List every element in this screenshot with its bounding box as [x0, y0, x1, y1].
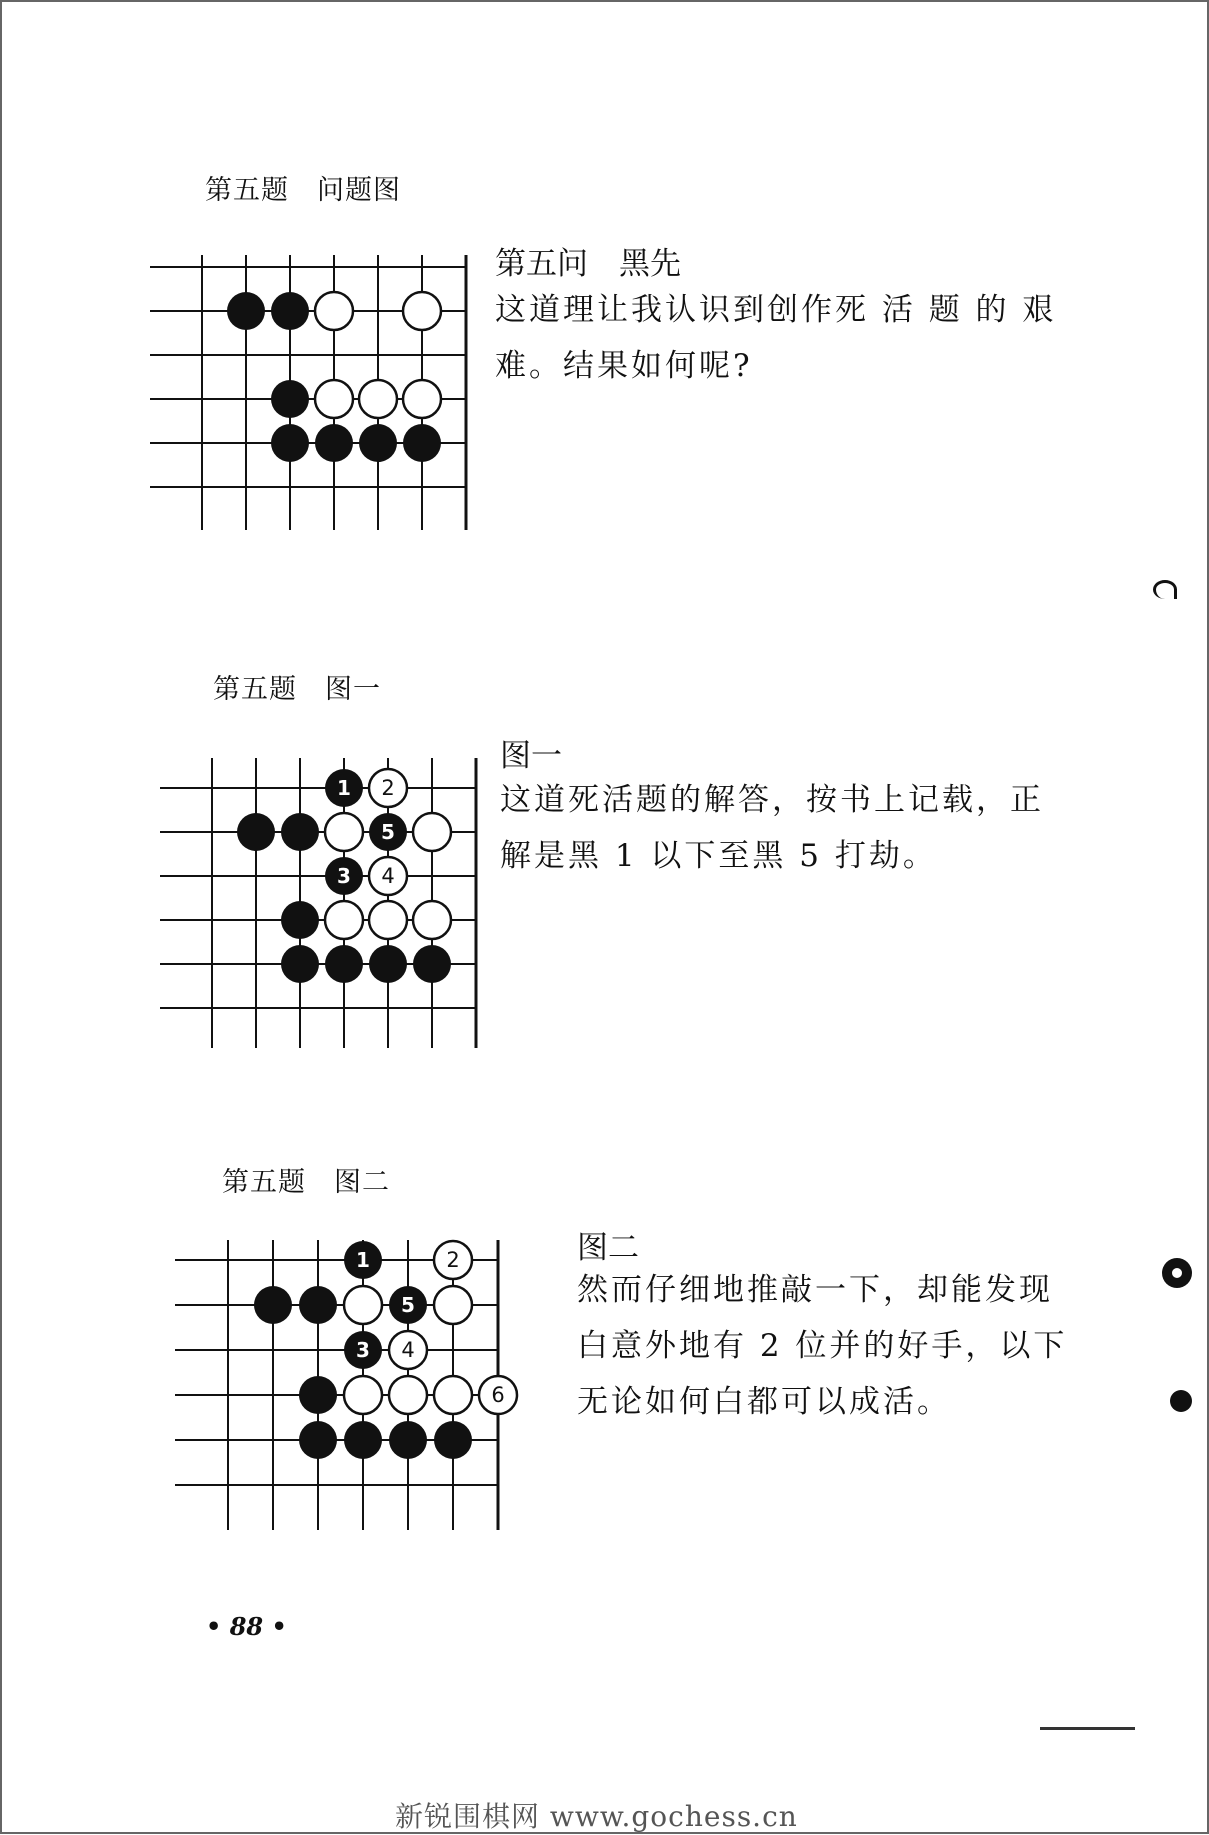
figure2-text	[577, 1262, 1067, 1430]
problem-caption: 第五题 问题图	[205, 175, 401, 206]
move-number: 1	[337, 776, 351, 800]
figure1-text-line-1: 这道死活题的解答，按书上记载，正	[500, 782, 1044, 818]
black-stone	[344, 1421, 382, 1459]
figure1-heading: 图一	[500, 738, 562, 774]
black-stone	[271, 380, 309, 418]
white-stone	[413, 813, 451, 851]
figure1-caption: 第五题 图一	[213, 674, 381, 705]
go-board-problem	[150, 255, 480, 545]
margin-rule	[1040, 1727, 1135, 1730]
figure2-text-line-3: 无论如何白都可以成活。	[577, 1384, 951, 1420]
move-number: 3	[337, 864, 351, 888]
scan-mark-dot	[1170, 1390, 1192, 1412]
watermark-footer: 新锐围棋网 www.gochess.cn	[395, 1800, 798, 1833]
black-stone	[325, 769, 363, 807]
problem-text	[495, 282, 1056, 394]
white-stone	[344, 1286, 382, 1324]
white-stone	[434, 1241, 472, 1279]
white-stone	[369, 857, 407, 895]
scan-mark-hook	[1153, 580, 1177, 599]
black-stone	[281, 945, 319, 983]
move-number: 2	[446, 1248, 460, 1272]
black-stone	[299, 1421, 337, 1459]
move-number: 5	[401, 1293, 415, 1317]
figure1-text-line-2: 解是黑 1 以下至黑 5 打劫。	[500, 838, 937, 874]
black-stone	[403, 424, 441, 462]
white-stone	[434, 1286, 472, 1324]
black-stone	[344, 1241, 382, 1279]
black-stone	[227, 292, 265, 330]
white-stone	[359, 380, 397, 418]
white-stone	[315, 380, 353, 418]
black-stone	[344, 1331, 382, 1369]
black-stone	[237, 813, 275, 851]
move-number: 1	[356, 1248, 370, 1272]
white-stone	[389, 1331, 427, 1369]
black-stone	[325, 945, 363, 983]
black-stone	[325, 857, 363, 895]
go-board-figure1	[160, 758, 490, 1058]
black-stone	[271, 424, 309, 462]
black-stone	[271, 292, 309, 330]
page-number: • 88 •	[206, 1612, 287, 1641]
white-stone	[344, 1376, 382, 1414]
black-stone	[434, 1421, 472, 1459]
problem-text-line-1: 这道理让我认识到创作死 活 题 的 艰	[495, 292, 1057, 328]
white-stone	[389, 1376, 427, 1414]
white-stone	[369, 769, 407, 807]
figure2-text-line-1: 然而仔细地推敲一下，却能发现	[577, 1272, 1053, 1308]
go-board-figure2	[175, 1240, 535, 1540]
black-stone	[369, 945, 407, 983]
move-number: 4	[381, 864, 395, 888]
black-stone	[299, 1286, 337, 1324]
black-stone	[315, 424, 353, 462]
white-stone	[325, 813, 363, 851]
black-stone	[281, 901, 319, 939]
white-stone	[413, 901, 451, 939]
black-stone	[281, 813, 319, 851]
black-stone	[299, 1376, 337, 1414]
move-number: 5	[381, 820, 395, 844]
white-stone	[403, 380, 441, 418]
figure2-caption: 第五题 图二	[222, 1167, 390, 1198]
problem-heading: 第五问 黑先	[495, 246, 681, 282]
problem-text-line-2: 难。结果如何呢?	[495, 348, 753, 384]
white-stone	[479, 1376, 517, 1414]
black-stone	[413, 945, 451, 983]
figure2-text-line-2: 白意外地有 2 位并的好手，以下	[577, 1328, 1068, 1364]
black-stone	[359, 424, 397, 462]
white-stone	[325, 901, 363, 939]
figure1-text	[500, 772, 1044, 884]
figure2-heading: 图二	[577, 1230, 639, 1266]
black-stone	[389, 1421, 427, 1459]
black-stone	[254, 1286, 292, 1324]
move-number: 6	[491, 1383, 505, 1407]
move-number: 3	[356, 1338, 370, 1362]
white-stone	[403, 292, 441, 330]
white-stone	[369, 901, 407, 939]
move-number: 2	[381, 776, 395, 800]
white-stone	[315, 292, 353, 330]
black-stone	[369, 813, 407, 851]
black-stone	[389, 1286, 427, 1324]
white-stone	[434, 1376, 472, 1414]
scan-mark-hole	[1162, 1258, 1192, 1288]
move-number: 4	[401, 1338, 415, 1362]
